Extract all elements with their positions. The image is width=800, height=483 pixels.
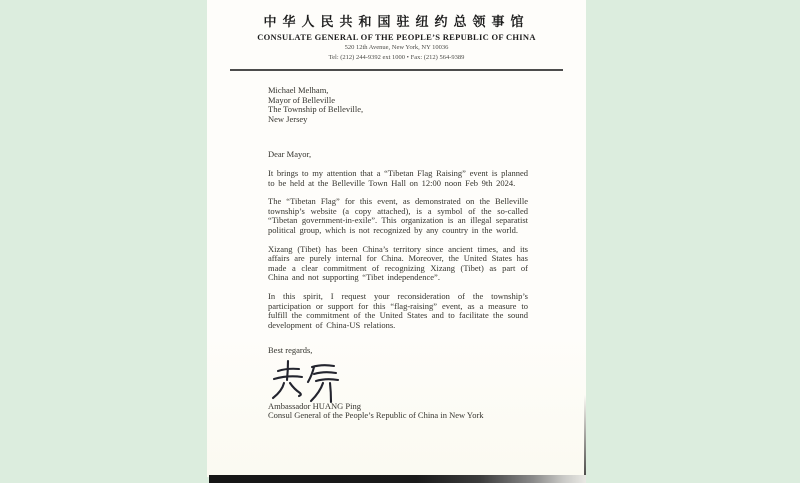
signer-name: Ambassador HUANG Ping <box>268 400 362 411</box>
signer-title: Consul General of the People’s Republic of China in New York <box>268 410 484 421</box>
letter-paragraph-1: It brings to my attention that a “Tibetan Flag Raising” event is planned to be held at the Belleville Town Hall on 12:00 noon Feb 9th 2024. <box>268 167 528 188</box>
recipient-block <box>268 86 528 124</box>
letterhead-divider <box>230 69 563 71</box>
closing-phrase: Best regards, <box>268 345 313 356</box>
letterhead <box>207 0 586 71</box>
scan-bottom-shadow <box>209 475 586 483</box>
recipient-org: The Township of Belleville, <box>268 104 364 115</box>
recipient-name: Michael Melham, <box>268 85 329 95</box>
handwritten-signature <box>268 358 528 402</box>
letter-page <box>207 0 586 477</box>
consulate-english-title: CONSULATE GENERAL OF THE PEOPLE’S REPUBLIC OF CHINA <box>257 32 536 42</box>
letter-paragraph-2: The “Tibetan Flag” for this event, as demonstrated on the Belleville township’s website (a copy attached), is a symbol of the so-called “Tibetan government-in-exile”. This organization is an illegal separatist political group, which is not recognized by any country in the world. <box>268 196 528 235</box>
recipient-title: Mayor of Belleville <box>268 94 336 105</box>
letter-paragraph-3: Xizang (Tibet) has been China’s territory since ancient times, and its affairs are purely internal for China. Moreover, the United States has made a clear commitment of recognizing Xizang (Tibet) as part of China and not supporting “Tibet independence”. <box>268 243 528 283</box>
letter-paragraph-4: In this spirit, I request your reconsideration of the township’s participation or support for this “flag-raising” event, as a measure to fulfill the commitment of the United States and to facilitate the sound development of China-US relations. <box>268 290 528 330</box>
scan-right-edge-shadow <box>584 395 586 475</box>
consulate-contact: Tel: (212) 244-9392 ext 1000 • Fax: (212) 564-9389 <box>328 53 465 61</box>
salutation: Dear Mayor, <box>268 149 312 160</box>
signature-ink-strokes <box>268 358 346 404</box>
letter-body <box>268 86 528 421</box>
recipient-state: New Jersey <box>268 113 308 124</box>
consulate-address: 520 12th Avenue, New York, NY 10036 <box>344 44 449 51</box>
consulate-chinese-title: 中华人民共和国驻纽约总领事馆 <box>263 14 530 29</box>
